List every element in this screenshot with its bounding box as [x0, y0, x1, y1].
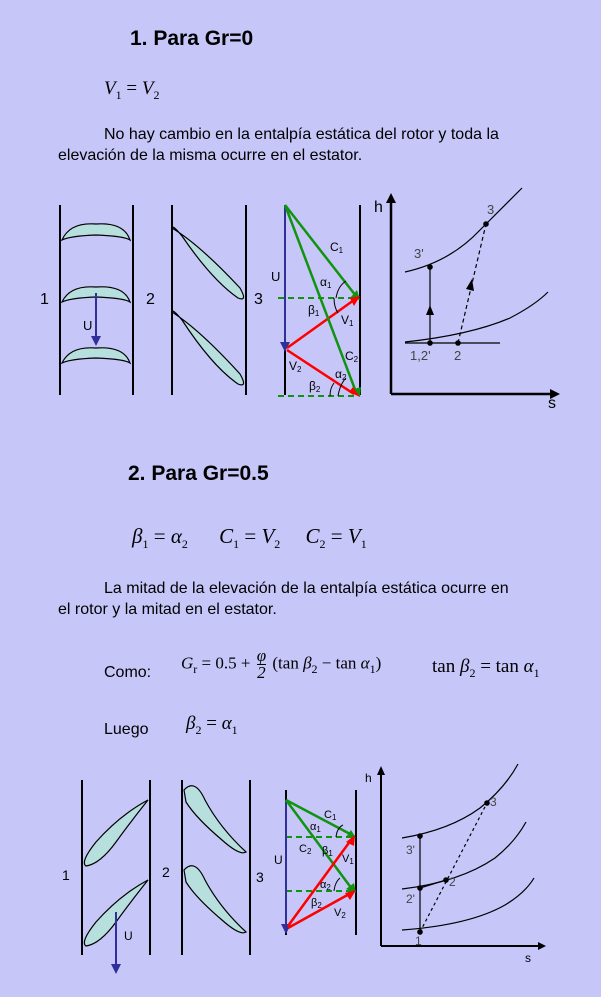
- label2-beta1: β1: [322, 845, 333, 858]
- hs-point-3: 3: [487, 202, 495, 217]
- label2-alpha2: α2: [320, 879, 331, 892]
- hs2-s: s: [525, 951, 531, 965]
- label2-c2: C2: [299, 843, 312, 856]
- hs-point-3p: 3': [414, 246, 424, 261]
- section1-title: 1. Para Gr=0: [130, 27, 254, 50]
- label-c1: C1: [330, 240, 344, 255]
- label2-c1: C1: [324, 809, 337, 822]
- label2-v1: V1: [342, 853, 354, 866]
- blade2-label-1: 1: [62, 867, 70, 883]
- label2-u: U: [274, 853, 283, 867]
- blade-label-3: 3: [254, 291, 263, 308]
- label2-beta2: β2: [311, 897, 322, 910]
- como-label: Como:: [104, 664, 152, 681]
- label-alpha1: α1: [320, 275, 332, 290]
- label-beta2: β2: [309, 379, 321, 394]
- label2-v2: V2: [334, 907, 346, 920]
- hs2-point-1: 1: [415, 934, 422, 948]
- hs2-point-3: 3: [490, 795, 497, 809]
- hs2-point-2: 2: [449, 875, 456, 889]
- hs2-h: h: [365, 771, 372, 785]
- section2-title: 2. Para Gr=0.5: [128, 462, 269, 485]
- label-c2: C2: [345, 349, 359, 364]
- como-equation: $G_r = 0.5$ + $\frac{\varphi}{2}$ (tan $\beta_2 - \tan \alpha_1$): [181, 646, 382, 682]
- luego-label: Luego: [104, 721, 149, 738]
- hs-h: h: [374, 199, 383, 216]
- luego-equation: $\beta_2 = \alpha_1$: [186, 713, 238, 737]
- blade-label-2: 2: [146, 291, 155, 308]
- section1-equation: $V_1 = V_2$: [104, 78, 160, 102]
- hs2-point-3p: 3': [406, 843, 415, 857]
- section1-paragraph: No hay cambio en la entalpía estática del rotor y toda la elevación de la misma ocurre en el estator.: [58, 126, 499, 164]
- como-equation-2: $\tan \beta_2 = \tan \alpha_1$: [432, 656, 540, 680]
- label-alpha2: α2: [335, 367, 347, 382]
- blade-label-u: U: [83, 318, 93, 333]
- blade2-label-3: 3: [256, 869, 264, 885]
- section2-paragraph: La mitad de la elevación de la entalpía estática ocurre en el rotor y la mitad en el estator.: [58, 580, 509, 618]
- hs-point-12p: 1,2': [410, 348, 431, 363]
- hs-point-2: 2: [454, 348, 462, 363]
- label-v2: V2: [289, 359, 302, 374]
- blade2-label-2: 2: [162, 864, 170, 880]
- label-u: U: [271, 269, 281, 284]
- section2-equations: $\beta_1 = \alpha_2$ $C_1 = V_2$ $C_2 = V_1$: [132, 524, 367, 552]
- label-beta1: β1: [308, 303, 320, 318]
- blade2-label-u: U: [124, 929, 133, 943]
- hs2-point-2p: 2': [406, 892, 415, 906]
- hs-s: s: [548, 395, 556, 412]
- label2-alpha1: α1: [310, 821, 321, 834]
- blade-label-1: 1: [40, 291, 49, 308]
- label-v1: V1: [341, 313, 354, 328]
